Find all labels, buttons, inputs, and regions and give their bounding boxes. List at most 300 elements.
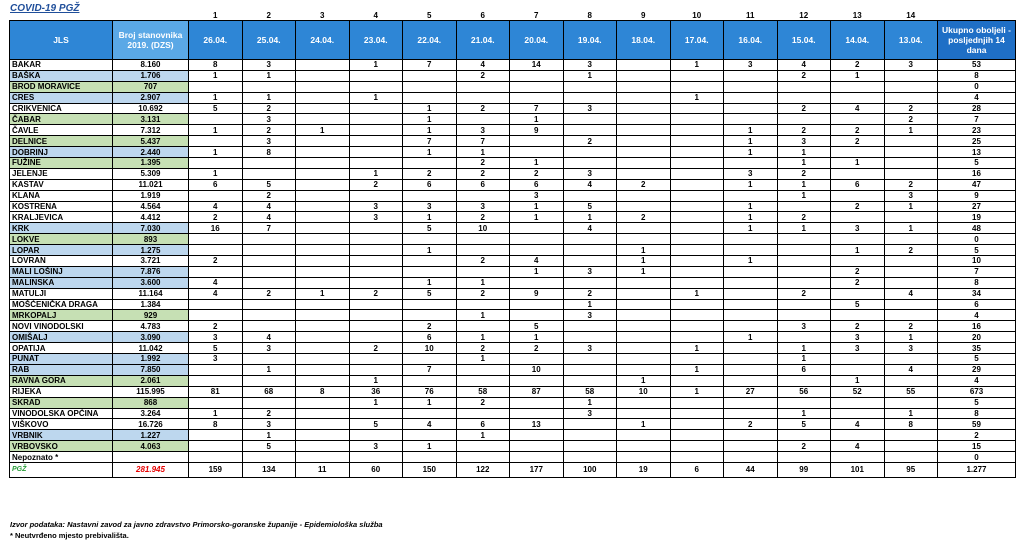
table-row [10, 375, 1016, 386]
case-count-cell [349, 321, 403, 332]
case-count-cell: 1 [456, 147, 510, 158]
case-count-cell: 3 [189, 354, 243, 365]
case-count-cell [563, 277, 617, 288]
case-count-cell: 1 [724, 147, 778, 158]
case-count-cell: 1 [349, 168, 403, 179]
case-count-cell [724, 397, 778, 408]
case-count-cell [296, 256, 350, 267]
case-count-cell: 1 [242, 70, 296, 81]
case-count-cell [884, 212, 938, 223]
case-count-cell: 1 [670, 343, 724, 354]
case-count-cell: 2 [831, 60, 885, 71]
population-cell: 1.395 [113, 158, 189, 169]
municipality-name: MALI LOŠINJ [10, 266, 113, 277]
case-count-cell: 1 [777, 147, 831, 158]
case-count-cell [510, 299, 564, 310]
day-total-cell: 95 [884, 462, 938, 477]
case-count-cell: 3 [456, 125, 510, 136]
case-count-cell: 7 [242, 223, 296, 234]
population-cell: 5.309 [113, 168, 189, 179]
municipality-name: SKRAD [10, 397, 113, 408]
population-cell: 1.227 [113, 430, 189, 441]
case-count-cell: 1 [563, 299, 617, 310]
case-count-cell [456, 408, 510, 419]
case-count-cell: 1 [777, 179, 831, 190]
case-count-cell: 1 [777, 223, 831, 234]
municipality-name: LOPAR [10, 245, 113, 256]
row-total-cell: 19 [938, 212, 1016, 223]
case-count-cell [617, 408, 671, 419]
municipality-name: LOKVE [10, 234, 113, 245]
municipality-name: LOVRAN [10, 256, 113, 267]
case-count-cell [724, 408, 778, 419]
case-count-cell [189, 310, 243, 321]
case-count-cell: 3 [563, 103, 617, 114]
case-count-cell: 2 [349, 343, 403, 354]
case-count-cell [563, 114, 617, 125]
day-total-cell: 44 [724, 462, 778, 477]
case-count-cell: 2 [831, 266, 885, 277]
case-count-cell [510, 354, 564, 365]
population-cell: 11.164 [113, 288, 189, 299]
header-date: 17.04. [670, 21, 724, 60]
case-count-cell: 1 [456, 277, 510, 288]
case-count-cell: 1 [777, 190, 831, 201]
case-count-cell [617, 92, 671, 103]
case-count-cell [456, 299, 510, 310]
case-count-cell [510, 136, 564, 147]
case-count-cell [617, 114, 671, 125]
case-count-cell: 2 [777, 212, 831, 223]
column-number: 6 [480, 10, 485, 20]
case-count-cell [563, 190, 617, 201]
header-date: 19.04. [563, 21, 617, 60]
case-count-cell [724, 103, 778, 114]
case-count-cell: 2 [831, 277, 885, 288]
table-row [10, 70, 1016, 81]
header-date: 13.04. [884, 21, 938, 60]
case-count-cell: 6 [777, 364, 831, 375]
case-count-cell: 1 [349, 60, 403, 71]
case-count-cell [456, 190, 510, 201]
case-count-cell [724, 266, 778, 277]
population-cell: 16.726 [113, 419, 189, 430]
municipality-name: KOSTRENA [10, 201, 113, 212]
case-count-cell [617, 441, 671, 452]
case-count-cell [349, 266, 403, 277]
case-count-cell [296, 266, 350, 277]
case-count-cell [617, 397, 671, 408]
case-count-cell: 2 [777, 70, 831, 81]
case-count-cell: 58 [456, 386, 510, 397]
case-count-cell [670, 147, 724, 158]
case-count-cell: 2 [403, 321, 457, 332]
column-number: 8 [587, 10, 592, 20]
case-count-cell [670, 245, 724, 256]
case-count-cell [670, 136, 724, 147]
case-count-cell: 9 [510, 125, 564, 136]
table-row [10, 234, 1016, 245]
case-count-cell [296, 70, 350, 81]
case-count-cell [777, 310, 831, 321]
case-count-cell [349, 332, 403, 343]
case-count-cell: 1 [189, 125, 243, 136]
case-count-cell [296, 114, 350, 125]
case-count-cell: 4 [831, 103, 885, 114]
case-count-cell: 52 [831, 386, 885, 397]
case-count-cell [349, 223, 403, 234]
case-count-cell [831, 92, 885, 103]
case-count-cell: 27 [724, 386, 778, 397]
case-count-cell [510, 277, 564, 288]
case-count-cell [617, 430, 671, 441]
case-count-cell: 3 [189, 332, 243, 343]
population-cell: 2.061 [113, 375, 189, 386]
case-count-cell [242, 266, 296, 277]
case-count-cell [831, 364, 885, 375]
case-count-cell: 1 [670, 92, 724, 103]
municipality-name: MOŠĆENIČKA DRAGA [10, 299, 113, 310]
case-count-cell [670, 430, 724, 441]
case-count-cell [296, 201, 350, 212]
case-count-cell: 1 [884, 125, 938, 136]
case-count-cell [296, 397, 350, 408]
case-count-cell: 3 [563, 408, 617, 419]
case-count-cell: 2 [456, 256, 510, 267]
case-count-cell [296, 430, 350, 441]
case-count-cell: 1 [242, 92, 296, 103]
table-row [10, 212, 1016, 223]
case-count-cell [349, 408, 403, 419]
row-total-cell: 16 [938, 168, 1016, 179]
case-count-cell: 1 [563, 70, 617, 81]
header-date: 22.04. [403, 21, 457, 60]
case-count-cell [617, 81, 671, 92]
case-count-cell [349, 364, 403, 375]
case-count-cell: 4 [403, 419, 457, 430]
table-row [10, 168, 1016, 179]
case-count-cell [510, 147, 564, 158]
case-count-cell: 1 [777, 158, 831, 169]
case-count-cell [296, 375, 350, 386]
case-count-cell [349, 245, 403, 256]
row-total-cell: 35 [938, 343, 1016, 354]
municipality-name: KLANA [10, 190, 113, 201]
case-count-cell [510, 408, 564, 419]
population-cell: 5.437 [113, 136, 189, 147]
case-count-cell: 3 [563, 343, 617, 354]
case-count-cell [403, 256, 457, 267]
case-count-cell: 2 [189, 321, 243, 332]
case-count-cell [724, 375, 778, 386]
table-row [10, 147, 1016, 158]
case-count-cell: 4 [884, 364, 938, 375]
case-count-cell [456, 245, 510, 256]
column-number: 12 [799, 10, 809, 20]
case-count-cell: 1 [724, 125, 778, 136]
population-cell: 11.042 [113, 343, 189, 354]
case-count-cell: 1 [724, 223, 778, 234]
column-number: 13 [852, 10, 862, 20]
case-count-cell [563, 441, 617, 452]
case-count-cell [831, 452, 885, 463]
case-count-cell: 6 [189, 179, 243, 190]
row-total-cell: 27 [938, 201, 1016, 212]
population-cell: 11.021 [113, 179, 189, 190]
case-count-cell [296, 136, 350, 147]
case-count-cell: 3 [563, 168, 617, 179]
case-count-cell: 5 [403, 223, 457, 234]
table-row [10, 190, 1016, 201]
case-count-cell: 1 [670, 60, 724, 71]
row-total-cell: 23 [938, 125, 1016, 136]
case-count-cell: 1 [884, 201, 938, 212]
case-count-cell: 2 [617, 212, 671, 223]
case-count-cell: 1 [617, 266, 671, 277]
case-count-cell: 1 [563, 212, 617, 223]
case-count-cell [189, 81, 243, 92]
case-count-cell [403, 81, 457, 92]
case-count-cell [777, 430, 831, 441]
case-count-cell: 3 [456, 201, 510, 212]
case-count-cell: 1 [510, 266, 564, 277]
case-count-cell [296, 212, 350, 223]
case-count-cell [884, 310, 938, 321]
case-count-cell [777, 245, 831, 256]
municipality-name: OMIŠALJ [10, 332, 113, 343]
municipality-name: MALINSKA [10, 277, 113, 288]
case-count-cell: 4 [831, 441, 885, 452]
case-count-cell: 3 [777, 136, 831, 147]
case-count-cell [296, 60, 350, 71]
grand-total-cell: 1.277 [938, 462, 1016, 477]
case-count-cell: 1 [403, 147, 457, 158]
case-count-cell [884, 441, 938, 452]
case-count-cell [456, 375, 510, 386]
case-count-cell [670, 103, 724, 114]
case-count-cell: 2 [884, 103, 938, 114]
case-count-cell [670, 354, 724, 365]
case-count-cell [831, 212, 885, 223]
case-count-cell [296, 223, 350, 234]
table-row [10, 277, 1016, 288]
case-count-cell [884, 452, 938, 463]
population-cell: 1.275 [113, 245, 189, 256]
row-total-cell: 5 [938, 245, 1016, 256]
case-count-cell [510, 430, 564, 441]
case-count-cell: 1 [403, 397, 457, 408]
case-count-cell [884, 375, 938, 386]
case-count-cell [349, 299, 403, 310]
case-count-cell [777, 332, 831, 343]
case-count-cell: 4 [884, 288, 938, 299]
case-count-cell [349, 70, 403, 81]
case-count-cell [617, 70, 671, 81]
case-count-cell [777, 277, 831, 288]
case-count-cell: 10 [510, 364, 564, 375]
case-count-cell: 6 [403, 332, 457, 343]
case-count-cell: 2 [777, 441, 831, 452]
case-count-cell [242, 299, 296, 310]
case-count-cell [563, 245, 617, 256]
day-total-cell: 159 [189, 462, 243, 477]
case-count-cell: 2 [242, 288, 296, 299]
case-count-cell: 1 [242, 430, 296, 441]
case-count-cell [724, 452, 778, 463]
population-cell: 2.907 [113, 92, 189, 103]
table-row [10, 60, 1016, 71]
case-count-cell: 2 [563, 136, 617, 147]
municipality-name: JELENJE [10, 168, 113, 179]
case-count-cell: 6 [510, 179, 564, 190]
day-total-cell: 101 [831, 462, 885, 477]
case-count-cell [563, 158, 617, 169]
case-count-cell [296, 147, 350, 158]
case-count-cell: 3 [242, 419, 296, 430]
case-count-cell [296, 234, 350, 245]
case-count-cell [617, 343, 671, 354]
case-count-cell [349, 158, 403, 169]
case-count-cell: 1 [456, 354, 510, 365]
case-count-cell [296, 245, 350, 256]
case-count-cell [724, 288, 778, 299]
case-count-cell [296, 81, 350, 92]
case-count-cell: 3 [777, 321, 831, 332]
case-count-cell: 1 [403, 212, 457, 223]
case-count-cell: 3 [563, 266, 617, 277]
table-row [10, 364, 1016, 375]
case-count-cell: 3 [242, 136, 296, 147]
case-count-cell [777, 81, 831, 92]
population-cell: 1.919 [113, 190, 189, 201]
case-count-cell: 1 [884, 223, 938, 234]
case-count-cell [724, 364, 778, 375]
row-total-cell: 4 [938, 310, 1016, 321]
case-count-cell [510, 81, 564, 92]
case-count-cell: 1 [617, 245, 671, 256]
case-count-cell: 36 [349, 386, 403, 397]
case-count-cell: 13 [510, 419, 564, 430]
case-count-cell [617, 364, 671, 375]
case-count-cell [884, 92, 938, 103]
case-count-cell [884, 299, 938, 310]
case-count-cell: 6 [456, 179, 510, 190]
municipality-name: DOBRINJ [10, 147, 113, 158]
case-count-cell [349, 81, 403, 92]
header-date: 25.04. [242, 21, 296, 60]
case-count-cell [296, 354, 350, 365]
case-count-cell: 5 [563, 201, 617, 212]
case-count-cell [617, 310, 671, 321]
case-count-cell [189, 397, 243, 408]
case-count-cell [617, 223, 671, 234]
case-count-cell: 9 [510, 288, 564, 299]
table-row [10, 430, 1016, 441]
header-date: 15.04. [777, 21, 831, 60]
case-count-cell: 8 [884, 419, 938, 430]
population-cell: 7.850 [113, 364, 189, 375]
case-count-cell [456, 234, 510, 245]
municipality-name: KRALJEVICA [10, 212, 113, 223]
case-count-cell: 76 [403, 386, 457, 397]
case-count-cell [884, 397, 938, 408]
case-count-cell: 2 [831, 136, 885, 147]
population-cell: 3.600 [113, 277, 189, 288]
table-row [10, 321, 1016, 332]
header-date: 20.04. [510, 21, 564, 60]
case-count-cell [349, 190, 403, 201]
case-count-cell [670, 441, 724, 452]
header-date: 16.04. [724, 21, 778, 60]
case-count-cell [777, 114, 831, 125]
row-total-cell: 8 [938, 408, 1016, 419]
case-count-cell: 2 [456, 288, 510, 299]
case-count-cell [296, 332, 350, 343]
municipality-name: MRKOPALJ [10, 310, 113, 321]
case-count-cell [670, 212, 724, 223]
case-count-cell: 68 [242, 386, 296, 397]
case-count-cell [670, 321, 724, 332]
row-total-cell: 47 [938, 179, 1016, 190]
case-count-cell [563, 430, 617, 441]
case-count-cell: 55 [884, 386, 938, 397]
case-count-cell [617, 321, 671, 332]
case-count-cell [617, 332, 671, 343]
case-count-cell: 2 [456, 70, 510, 81]
case-count-cell: 1 [510, 212, 564, 223]
case-count-cell: 1 [189, 147, 243, 158]
case-count-cell [884, 277, 938, 288]
case-count-cell: 1 [777, 343, 831, 354]
row-total-cell: 16 [938, 321, 1016, 332]
municipality-name: VINODOLSKA OPĆINA [10, 408, 113, 419]
case-count-cell: 4 [242, 332, 296, 343]
case-count-cell [349, 114, 403, 125]
table-row [10, 103, 1016, 114]
case-count-cell [884, 168, 938, 179]
case-count-cell: 5 [189, 343, 243, 354]
case-count-cell: 4 [189, 201, 243, 212]
table-row [10, 343, 1016, 354]
case-count-cell: 1 [777, 354, 831, 365]
municipality-name: KRK [10, 223, 113, 234]
case-count-cell: 7 [456, 136, 510, 147]
case-count-cell [563, 332, 617, 343]
case-count-cell [670, 168, 724, 179]
case-count-cell: 3 [831, 332, 885, 343]
case-count-cell: 58 [563, 386, 617, 397]
population-cell: 1.384 [113, 299, 189, 310]
case-count-cell [831, 408, 885, 419]
case-count-cell: 1 [189, 408, 243, 419]
case-count-cell: 2 [884, 321, 938, 332]
case-count-cell [242, 81, 296, 92]
case-count-cell: 1 [296, 125, 350, 136]
case-count-cell [670, 223, 724, 234]
population-cell: 7.312 [113, 125, 189, 136]
population-cell: 3.131 [113, 114, 189, 125]
case-count-cell [670, 201, 724, 212]
population-cell: 7.030 [113, 223, 189, 234]
case-count-cell [670, 332, 724, 343]
population-cell: 115.995 [113, 386, 189, 397]
municipality-name: PUNAT [10, 354, 113, 365]
case-count-cell: 3 [349, 212, 403, 223]
population-cell: 10.692 [113, 103, 189, 114]
case-count-cell [456, 452, 510, 463]
case-count-cell: 3 [884, 190, 938, 201]
population-cell: 929 [113, 310, 189, 321]
